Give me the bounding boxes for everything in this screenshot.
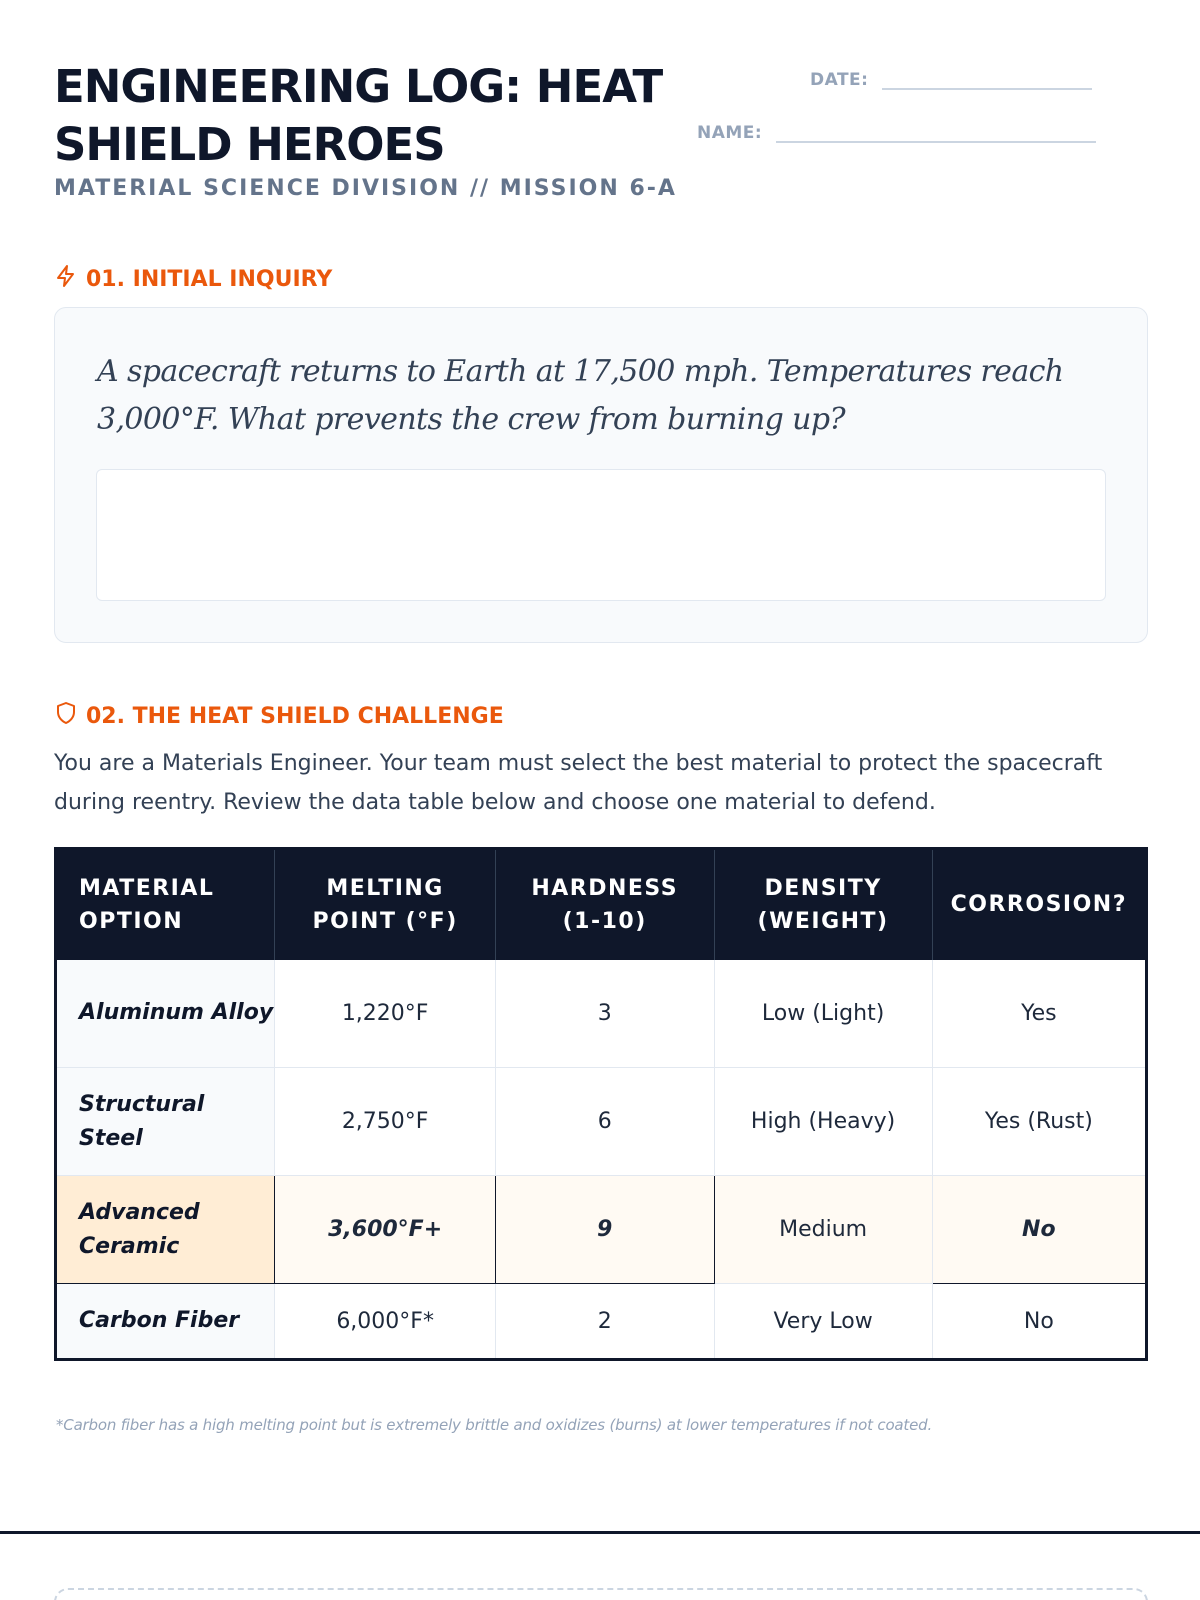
worksheet-subtitle: MATERIAL SCIENCE DIVISION // MISSION 6-A [54,176,677,201]
hardness-cell: 9 [495,1176,714,1284]
section-1-title: 01. INITIAL INQUIRY [86,266,333,292]
table-footnote: *Carbon fiber has a high melting point but is extremely brittle and oxidizes (burns) at lower temperatures if not coated. [56,1416,933,1434]
density-cell: Very Low [714,1284,932,1360]
date-field [810,64,1092,90]
table-row [56,960,1147,1068]
section-1-heading [54,264,332,294]
melting-point-cell: 1,220°F [275,960,495,1068]
section-2-title: 02. THE HEAT SHIELD CHALLENGE [86,703,504,729]
lightning-icon [54,264,86,294]
hardness-cell: 6 [495,1068,714,1176]
date-input-line[interactable] [882,64,1092,90]
density-cell: Low (Light) [714,960,932,1068]
column-header-hardness: HARDNESS (1-10) [495,849,714,960]
column-header-corrosion: CORROSION? [932,849,1146,960]
table-row-highlighted [56,1176,1147,1284]
material-name: Structural Steel [56,1068,275,1176]
density-cell: High (Heavy) [714,1068,932,1176]
hardness-cell: 3 [495,960,714,1068]
material-data-table [54,847,1148,1361]
worksheet-title [54,58,774,174]
melting-point-cell: 6,000°F* [275,1284,495,1360]
page-divider [0,1531,1200,1534]
material-name: Advanced Ceramic [56,1176,275,1284]
title-line-2: SHIELD HEROES [54,118,445,171]
material-name: Aluminum Alloy [56,960,275,1068]
inquiry-card [54,307,1148,643]
corrosion-cell: Yes (Rust) [932,1068,1146,1176]
density-cell: Medium [714,1176,932,1284]
name-field [697,117,1096,143]
title-line-1: ENGINEERING LOG: HEAT [54,60,663,113]
name-label: NAME: [697,123,763,143]
corrosion-cell: No [932,1176,1146,1284]
next-section-box [54,1588,1148,1600]
corrosion-cell: Yes [932,960,1146,1068]
challenge-intro: You are a Materials Engineer. Your team must select the best material to protect the spacecraft during reentry. Review the data table below and choose one material to defend. [54,751,1103,815]
material-name: Carbon Fiber [56,1284,275,1360]
hardness-cell: 2 [495,1284,714,1360]
table-row [56,1284,1147,1360]
corrosion-cell: No [932,1284,1146,1360]
melting-point-cell: 3,600°F+ [275,1176,495,1284]
date-label: DATE: [810,70,869,90]
shield-icon [54,701,86,731]
column-header-density: DENSITY (WEIGHT) [714,849,932,960]
name-input-line[interactable] [776,117,1096,143]
column-header-melting-point: MELTING POINT (°F) [275,849,495,960]
table-header-row [56,849,1147,960]
inquiry-question: A spacecraft returns to Earth at 17,500 mph. Temperatures reach 3,000°F. What prevents the crew from burning up? [97,354,1064,437]
melting-point-cell: 2,750°F [275,1068,495,1176]
table-row [56,1068,1147,1176]
section-2-heading [54,701,504,731]
inquiry-answer-field[interactable] [96,469,1106,601]
column-header-material: MATERIAL OPTION [56,849,275,960]
